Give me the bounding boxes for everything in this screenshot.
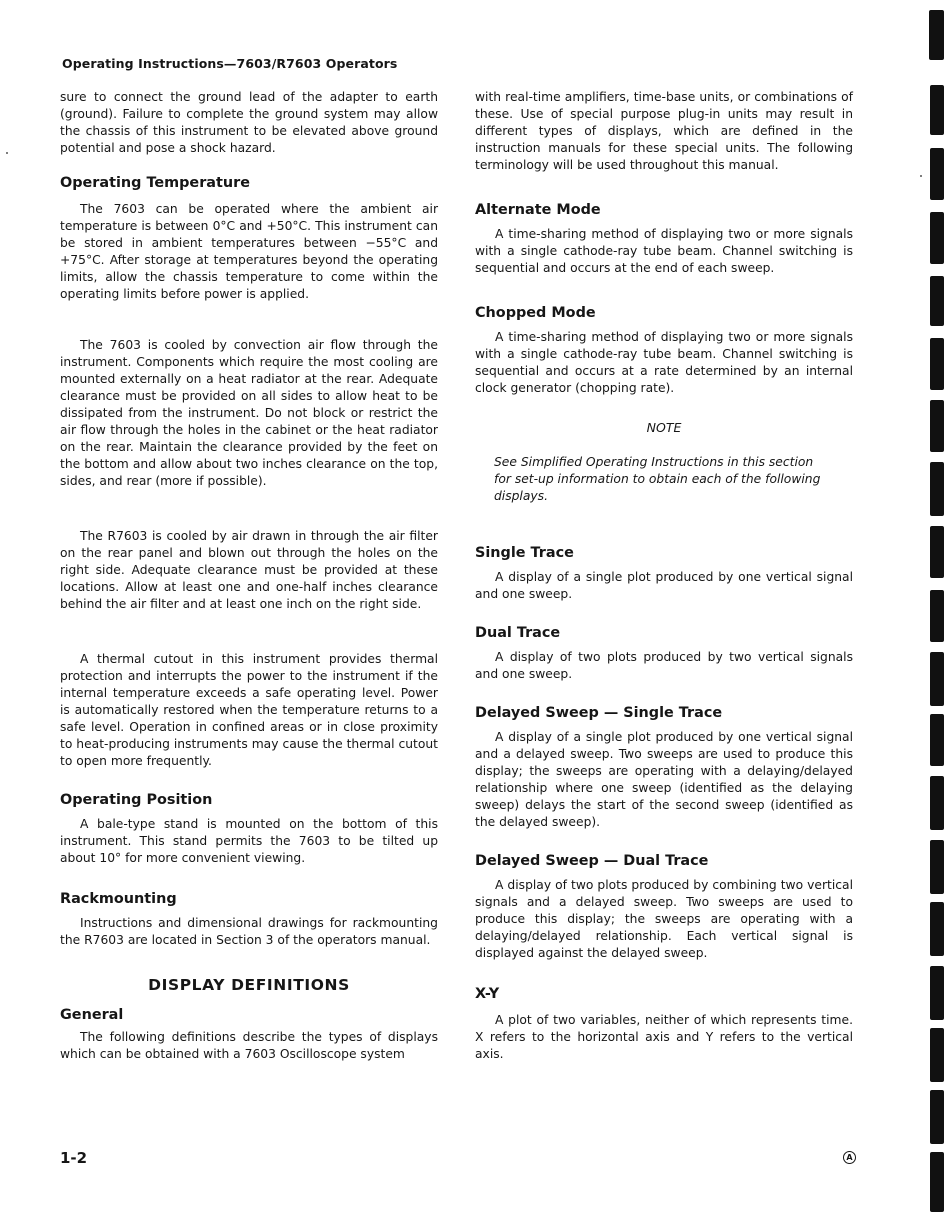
registered-mark-icon: A [843,1151,856,1164]
operating-temperature-heading: Operating Temperature [60,175,250,191]
binding-mark [930,212,944,264]
binding-mark [930,85,944,135]
dual-trace-paragraph: A display of two plots produced by two vertical signals and one sweep. [475,650,853,681]
operating-position-heading: Operating Position [60,792,213,808]
binding-edge-marks [928,0,950,1221]
scan-speck [920,175,922,177]
running-header: Operating Instructions—7603/R7603 Operators [62,56,398,71]
chopped-mode-heading: Chopped Mode [475,305,596,321]
binding-mark [930,526,944,578]
binding-mark [930,400,944,452]
single-trace-paragraph: A display of a single plot produced by one vertical signal and one sweep. [475,570,853,601]
alternate-mode-heading: Alternate Mode [475,202,601,218]
operating-position-paragraph: A bale-type stand is mounted on the bottom of this instrument. This stand permits the 7603 to be tilted up about 10° for more convenient viewing. [60,817,438,865]
delayed-sweep-single-paragraph: A display of a single plot produced by one vertical signal and a delayed sweep. Two sweeps are used to produce this display; the sweeps are operating with a delaying/delayed relationship where one sweep (identified as the delaying sweep) delays the start of the second sweep (identified as the delayed sweep). [475,730,853,829]
delayed-sweep-dual-heading: Delayed Sweep — Dual Trace [475,853,709,869]
page-number: 1-2 [60,1149,88,1167]
display-definitions-heading: DISPLAY DEFINITIONS [148,976,350,994]
binding-mark [929,10,944,60]
binding-mark [930,338,944,390]
binding-mark [930,840,944,894]
binding-mark [930,148,944,200]
convection-cooling-paragraph: The 7603 is cooled by convection air flow through the instrument. Components which require the most cooling are mounted externally on a heat radiator at the rear. Adequate clearance must be provided on all sides to allow heat to be dissipated from the instrument. Do not block or restrict the air flow through the holes in the cabinet or the heat radiator on the rear. Maintain the clearance provided by the feet on the bottom and allow about two inches clearance on the top, sides, and rear (more if possible). [60,338,438,488]
binding-mark [930,776,944,830]
single-trace-heading: Single Trace [475,545,574,561]
scan-speck [6,152,8,154]
binding-mark [930,1090,944,1144]
binding-mark [930,966,944,1020]
note-title: NOTE [646,420,682,435]
chopped-mode-paragraph: A time-sharing method of displaying two or more signals with a single cathode-ray tube beam. Channel switching is sequential and occurs at a rate determined by an internal clock generator (chopping rate). [475,330,853,395]
binding-mark [930,1152,944,1212]
note-text: See Simplified Operating Instructions in this section for set-up information to obtain each of the following displays. [494,455,821,503]
delayed-sweep-dual-paragraph: A display of two plots produced by combining two vertical signals and a delayed sweep. Two sweeps are used to produce this display; the sweeps are operating with a delaying/delayed relationship. Each vertical signal is displayed against the delayed sweep. [475,878,853,960]
left-column [60,89,438,1063]
continued-paragraph: with real-time amplifiers, time-base units, or combinations of these. Use of special purpose plug-in units may result in different types of displays, which are defined in the instruction manuals for these special units. The following terminology will be used throughout this manual. [475,90,853,172]
right-column [475,89,853,1063]
xy-paragraph: A plot of two variables, neither of which represents time. X refers to the horizontal axis and Y refers to the vertical axis. [475,1013,853,1061]
dual-trace-heading: Dual Trace [475,625,561,641]
rackmounting-heading: Rackmounting [60,891,177,907]
binding-mark [930,902,944,956]
binding-mark [930,652,944,706]
delayed-sweep-single-heading: Delayed Sweep — Single Trace [475,705,723,721]
xy-heading: X-Y [475,986,500,1002]
binding-mark [930,714,944,766]
temperature-paragraph: The 7603 can be operated where the ambient air temperature is between 0°C and +50°C. This instrument can be stored in ambient temperatures between −55°C and +75°C. After storage at temperatures beyond the operating limits, allow the chassis temperature to come within the operating limits before power is applied. [60,202,438,301]
general-heading: General [60,1007,124,1023]
binding-mark [930,276,944,326]
rackmounting-paragraph: Instructions and dimensional drawings for rackmounting the R7603 are located in Section 3 of the operators manual. [60,916,438,947]
general-paragraph: The following definitions describe the types of displays which can be obtained with a 7603 Oscilloscope system [60,1030,438,1061]
binding-mark [930,462,944,516]
binding-mark [930,590,944,642]
r7603-cooling-paragraph: The R7603 is cooled by air drawn in through the air filter on the rear panel and blown out through the holes on the right side. Adequate clearance must be provided at these locations. Allow at least one and one-half inches clearance behind the air filter and at least one inch on the right side. [60,529,438,611]
intro-paragraph: sure to connect the ground lead of the adapter to earth (ground). Failure to complete the ground system may allow the chassis of this instrument to be elevated above ground potential and pose a shock hazard. [60,90,438,155]
alternate-mode-paragraph: A time-sharing method of displaying two or more signals with a single cathode-ray tube beam. Channel switching is sequential and occurs at the end of each sweep. [475,227,853,275]
thermal-cutout-paragraph: A thermal cutout in this instrument provides thermal protection and interrupts the power to the instrument if the internal temperature exceeds a safe operating level. Power is automatically restored when the temperature returns to a safe level. Operation in confined areas or in close proximity to heat-producing instruments may cause the thermal cutout to open more frequently. [60,652,438,768]
binding-mark [930,1028,944,1082]
